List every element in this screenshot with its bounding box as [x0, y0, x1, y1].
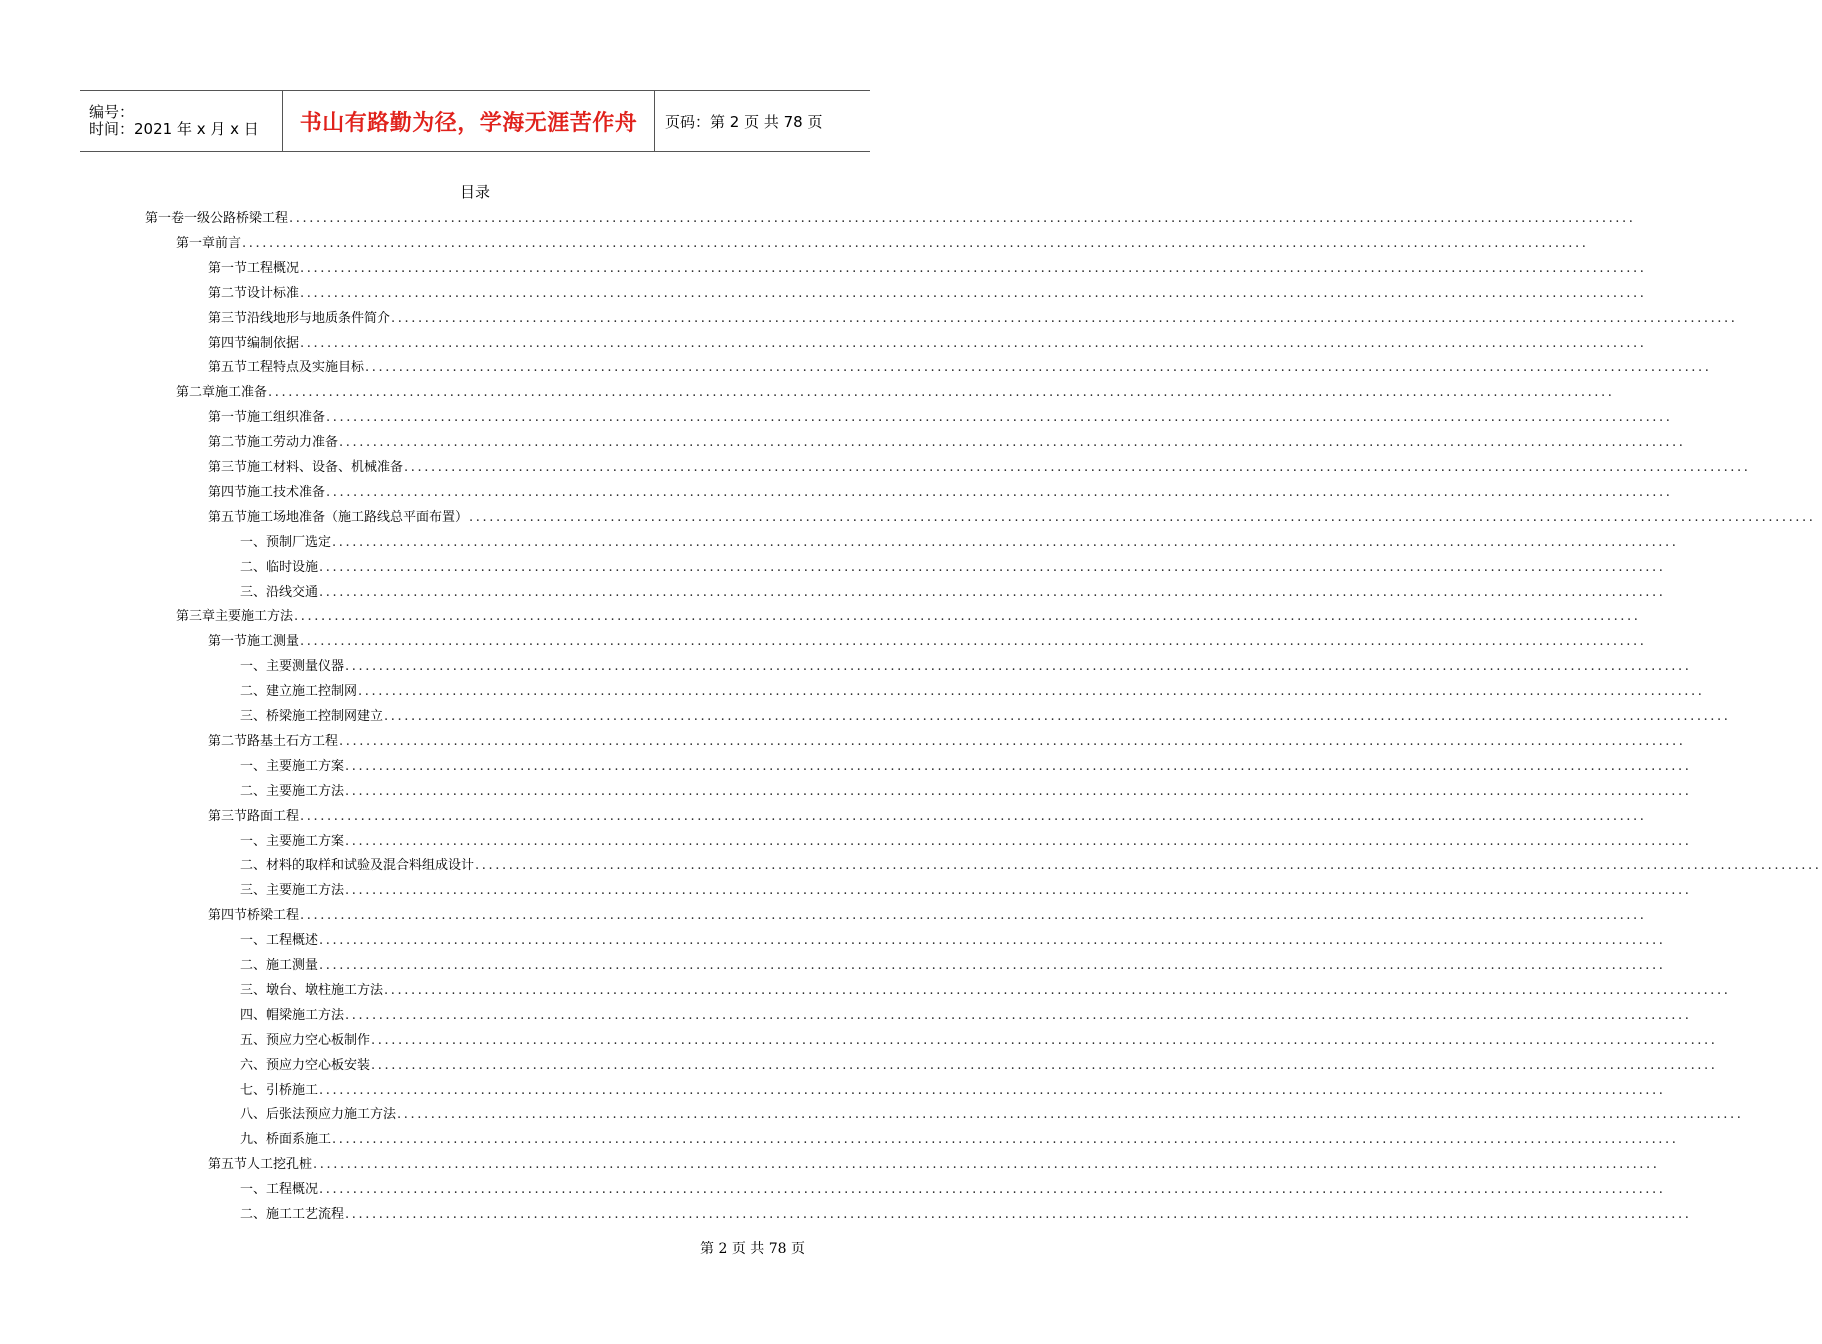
toc-entry[interactable] [208, 280, 1647, 302]
toc-entry-number: 第一节 [208, 634, 248, 650]
toc-leader-dots: ........................................................................................................................................................................................................ [319, 584, 1666, 600]
toc-leader-dots: ........................................................................................................................................................................................................ [319, 933, 1666, 949]
toc-entry-number: 第五节 [208, 1157, 248, 1173]
toc-entry[interactable] [240, 778, 1692, 800]
toc-entry-label: 预应力空心板安装 [266, 1057, 371, 1073]
toc-entry-number: 二、 [240, 858, 267, 874]
toc-entry-label: 一级公路桥梁工程 [184, 211, 289, 226]
toc-entry-number: 一、 [240, 833, 267, 849]
toc-entry[interactable] [240, 952, 1666, 974]
toc-entry-label: 施工测量 [266, 958, 319, 973]
toc-leader-dots: ........................................................................................................................................................................................................ [339, 435, 1686, 451]
toc-entry[interactable] [240, 653, 1692, 675]
toc-leader-dots: ........................................................................................................................................................................................................ [475, 858, 1822, 874]
toc-entry-number: 第二章 [176, 385, 216, 401]
header-page-number: 页码：第 2 页 共 78 页 [665, 112, 823, 131]
toc-entry-number: 二、 [240, 684, 267, 700]
toc-entry-number: 三、 [240, 709, 267, 724]
toc-entry-number: 四、 [240, 1007, 267, 1023]
toc-leader-dots: ........................................................................................................................................................................................................ [332, 1132, 1679, 1148]
toc-entry-number: 第四节 [208, 335, 248, 351]
toc-entry-label: 帽梁施工方法 [266, 1007, 345, 1023]
toc-entry-label: 工程特点及实施目标 [247, 360, 365, 376]
toc-entry-label: 桥梁工程 [247, 908, 300, 924]
toc-entry[interactable] [208, 728, 1686, 750]
toc-entry[interactable] [240, 977, 1731, 999]
page-footer: 第 2 页 共 78 页 [700, 1241, 805, 1257]
toc-entry-label: 施工场地准备（施工路线总平面布置） [247, 509, 469, 525]
toc-entry[interactable] [176, 379, 1615, 401]
toc-entry-number: 七、 [240, 1082, 267, 1098]
toc-entry[interactable] [240, 1126, 1679, 1148]
toc-entry-number: 第二节 [208, 285, 248, 301]
document-code-label: 编号： [89, 103, 135, 121]
toc-entry[interactable] [240, 529, 1679, 551]
toc-entry-number: 第一章 [176, 235, 216, 251]
toc-entry-label: 墩台、墩柱施工方法 [266, 982, 384, 998]
toc-entry[interactable] [240, 753, 1692, 775]
toc-entry[interactable] [240, 1201, 1692, 1223]
toc-entry-label: 材料的取样和试验及混合料组成设计 [266, 858, 475, 874]
toc-entry-number: 一、 [240, 758, 267, 774]
toc-leader-dots: ........................................................................................................................................................................................................ [345, 1207, 1692, 1222]
header-motto-cell [282, 91, 655, 151]
toc-entry-label: 沿线交通 [266, 584, 319, 600]
toc-entry[interactable] [208, 454, 1751, 476]
toc-entry[interactable] [240, 1027, 1718, 1049]
header-page-cell [655, 91, 870, 151]
toc-entry[interactable] [208, 255, 1647, 277]
toc-entry-number: 第一卷 [145, 211, 185, 226]
toc-entry-label: 工程概况 [266, 1182, 319, 1198]
toc-entry[interactable] [240, 877, 1692, 899]
toc-entry-number: 第五节 [208, 509, 248, 525]
toc-entry-label: 主要施工方法 [266, 883, 345, 899]
toc-entry-number: 一、 [240, 1182, 267, 1198]
toc-entry-label: 编制依据 [247, 335, 300, 351]
toc-leader-dots: ........................................................................................................................................................................................................ [332, 534, 1679, 550]
toc-entry-number: 二、 [240, 1207, 267, 1222]
toc-entry-label: 施工组织准备 [247, 410, 326, 426]
toc-title: 目录 [459, 183, 490, 201]
toc-entry[interactable] [208, 504, 1816, 526]
toc-leader-dots: ........................................................................................................................................................................................................ [326, 484, 1673, 500]
toc-leader-dots: ........................................................................................................................................................................................................ [384, 982, 1731, 998]
toc-entry-number: 八、 [240, 1107, 267, 1123]
toc-leader-dots: ........................................................................................................................................................................................................ [384, 709, 1731, 724]
toc-leader-dots: ........................................................................................................................................................................................................ [242, 235, 1589, 251]
toc-leader-dots: ........................................................................................................................................................................................................ [319, 559, 1666, 575]
toc-entry-label: 施工工艺流程 [266, 1207, 345, 1222]
header-meta [80, 91, 282, 151]
toc-entry-number: 三、 [240, 982, 267, 998]
toc-entry[interactable] [240, 1101, 1744, 1123]
toc-entry[interactable] [208, 429, 1686, 451]
toc-entry-number: 二、 [240, 783, 267, 799]
toc-entry-label: 主要施工方案 [266, 833, 345, 849]
toc-entry-label: 工程概况 [247, 260, 300, 276]
toc-entry[interactable] [240, 927, 1666, 949]
document-time-label: 时间：2021 年 x 月 x 日 [89, 120, 259, 138]
toc-leader-dots: ........................................................................................................................................................................................................ [345, 883, 1692, 899]
toc-leader-dots: ........................................................................................................................................................................................................ [371, 1032, 1718, 1048]
toc-entry[interactable] [208, 803, 1647, 825]
toc-entry-label: 主要测量仪器 [266, 659, 345, 675]
toc-leader-dots: ........................................................................................................................................................................................................ [300, 335, 1647, 351]
toc-entry[interactable] [208, 479, 1673, 501]
toc-entry-number: 第四节 [208, 908, 248, 924]
toc-entry-label: 预制厂选定 [266, 534, 332, 550]
toc-entry-number: 第三章 [176, 609, 216, 625]
toc-leader-dots: ........................................................................................................................................................................................................ [404, 460, 1751, 475]
toc-entry-label: 主要施工方法 [215, 609, 294, 625]
toc-entry-label: 施工劳动力准备 [247, 435, 339, 451]
toc-leader-dots: ........................................................................................................................................................................................................ [345, 758, 1692, 774]
toc-entry-label: 主要施工方案 [266, 758, 345, 774]
toc-entry[interactable] [240, 554, 1666, 576]
toc-leader-dots: ........................................................................................................................................................................................................ [300, 634, 1647, 650]
toc-entry-number: 九、 [240, 1132, 267, 1148]
page-header [80, 90, 870, 152]
toc-entry[interactable] [240, 579, 1666, 601]
toc-leader-dots: ........................................................................................................................................................................................................ [391, 310, 1738, 326]
toc-entry[interactable] [145, 205, 1636, 227]
toc-entry[interactable] [240, 678, 1705, 700]
toc-entry-label: 施工技术准备 [247, 484, 326, 500]
toc-leader-dots: ........................................................................................................................................................................................................ [319, 1082, 1666, 1098]
toc-entry-number: 三、 [240, 883, 267, 899]
toc-entry-label: 桥梁施工控制网建立 [266, 709, 384, 724]
toc-entry-number: 二、 [240, 559, 267, 575]
toc-entry[interactable] [240, 1176, 1666, 1198]
toc-entry-label: 预应力空心板制作 [266, 1032, 371, 1048]
toc-entry-label: 施工材料、设备、机械准备 [247, 460, 404, 475]
toc-entry-label: 临时设施 [266, 559, 319, 575]
toc-leader-dots: ........................................................................................................................................................................................................ [326, 410, 1673, 426]
toc-leader-dots: ........................................................................................................................................................................................................ [358, 684, 1705, 700]
toc-entry[interactable] [208, 330, 1647, 352]
toc-leader-dots: ........................................................................................................................................................................................................ [294, 609, 1641, 625]
toc-leader-dots: ........................................................................................................................................................................................................ [365, 360, 1712, 376]
toc-entry[interactable] [208, 1151, 1660, 1173]
toc-leader-dots: ........................................................................................................................................................................................................ [397, 1107, 1744, 1123]
toc-entry-label: 后张法预应力施工方法 [266, 1107, 397, 1123]
toc-entry[interactable] [208, 404, 1673, 426]
toc-leader-dots: ........................................................................................................................................................................................................ [300, 260, 1647, 276]
toc-leader-dots: ........................................................................................................................................................................................................ [300, 908, 1647, 924]
toc-entry-label: 桥面系施工 [266, 1132, 332, 1148]
toc-leader-dots: ........................................................................................................................................................................................................ [268, 385, 1615, 401]
toc-leader-dots: ........................................................................................................................................................................................................ [289, 211, 1636, 226]
toc-entry-label: 引桥施工 [266, 1082, 319, 1098]
toc-entry[interactable] [208, 628, 1647, 650]
toc-entry-label: 施工准备 [215, 385, 268, 401]
toc-entry-label: 沿线地形与地质条件简介 [247, 310, 391, 326]
toc-entry-label: 路基土石方工程 [247, 733, 339, 749]
toc-entry-number: 三、 [240, 584, 267, 600]
toc-entry-number: 二、 [240, 958, 267, 973]
toc-entry-label: 工程概述 [266, 933, 319, 949]
toc-entry-number: 第一节 [208, 410, 248, 426]
toc-entry-label: 人工挖孔桩 [247, 1157, 313, 1173]
toc-leader-dots: ........................................................................................................................................................................................................ [300, 285, 1647, 301]
toc-entry-number: 第三节 [208, 460, 248, 475]
toc-entry-number: 第五节 [208, 360, 248, 376]
toc-entry[interactable] [240, 852, 1822, 874]
toc-leader-dots: ........................................................................................................................................................................................................ [339, 733, 1686, 749]
toc-entry[interactable] [208, 305, 1738, 327]
toc-entry-number: 第三节 [208, 310, 248, 326]
toc-entry[interactable] [240, 828, 1692, 850]
toc-entry-number: 第二节 [208, 733, 248, 749]
toc-leader-dots: ........................................................................................................................................................................................................ [345, 833, 1692, 849]
toc-entry-number: 一、 [240, 659, 267, 675]
toc-entry[interactable] [176, 230, 1589, 252]
toc-leader-dots: ........................................................................................................................................................................................................ [319, 1182, 1666, 1198]
toc-leader-dots: ........................................................................................................................................................................................................ [319, 958, 1666, 973]
toc-leader-dots: ........................................................................................................................................................................................................ [345, 1007, 1692, 1023]
toc-entry-label: 施工测量 [247, 634, 300, 650]
header-motto: 书山有路勤为径，学海无涯苦作舟 [299, 110, 638, 136]
toc-entry-number: 第一节 [208, 260, 248, 276]
toc-leader-dots: ........................................................................................................................................................................................................ [300, 808, 1647, 824]
toc-leader-dots: ........................................................................................................................................................................................................ [345, 783, 1692, 799]
toc-entry[interactable] [208, 902, 1647, 924]
toc-leader-dots: ........................................................................................................................................................................................................ [371, 1057, 1718, 1073]
toc-entry-number: 第四节 [208, 484, 248, 500]
toc-leader-dots: ........................................................................................................................................................................................................ [469, 509, 1816, 525]
toc-entry-number: 一、 [240, 534, 267, 550]
toc-entry-label: 设计标准 [247, 285, 300, 301]
toc-entry[interactable] [240, 1002, 1692, 1024]
toc-leader-dots: ........................................................................................................................................................................................................ [313, 1157, 1660, 1173]
toc-entry-number: 第二节 [208, 435, 248, 451]
toc-entry-label: 建立施工控制网 [266, 684, 358, 700]
toc-entry-number: 第三节 [208, 808, 248, 824]
toc-entry-number: 六、 [240, 1057, 267, 1073]
toc-entry[interactable] [240, 1052, 1718, 1074]
toc-entry[interactable] [176, 603, 1641, 625]
toc-entry[interactable] [240, 1077, 1666, 1099]
toc-entry[interactable] [240, 703, 1731, 725]
toc-entry-label: 路面工程 [247, 808, 300, 824]
toc-entry-number: 五、 [240, 1032, 267, 1048]
toc-entry-number: 一、 [240, 933, 267, 949]
toc-entry[interactable] [208, 354, 1712, 376]
toc-entry-label: 前言 [215, 235, 242, 251]
toc-entry-label: 主要施工方法 [266, 783, 345, 799]
toc-leader-dots: ........................................................................................................................................................................................................ [345, 659, 1692, 675]
